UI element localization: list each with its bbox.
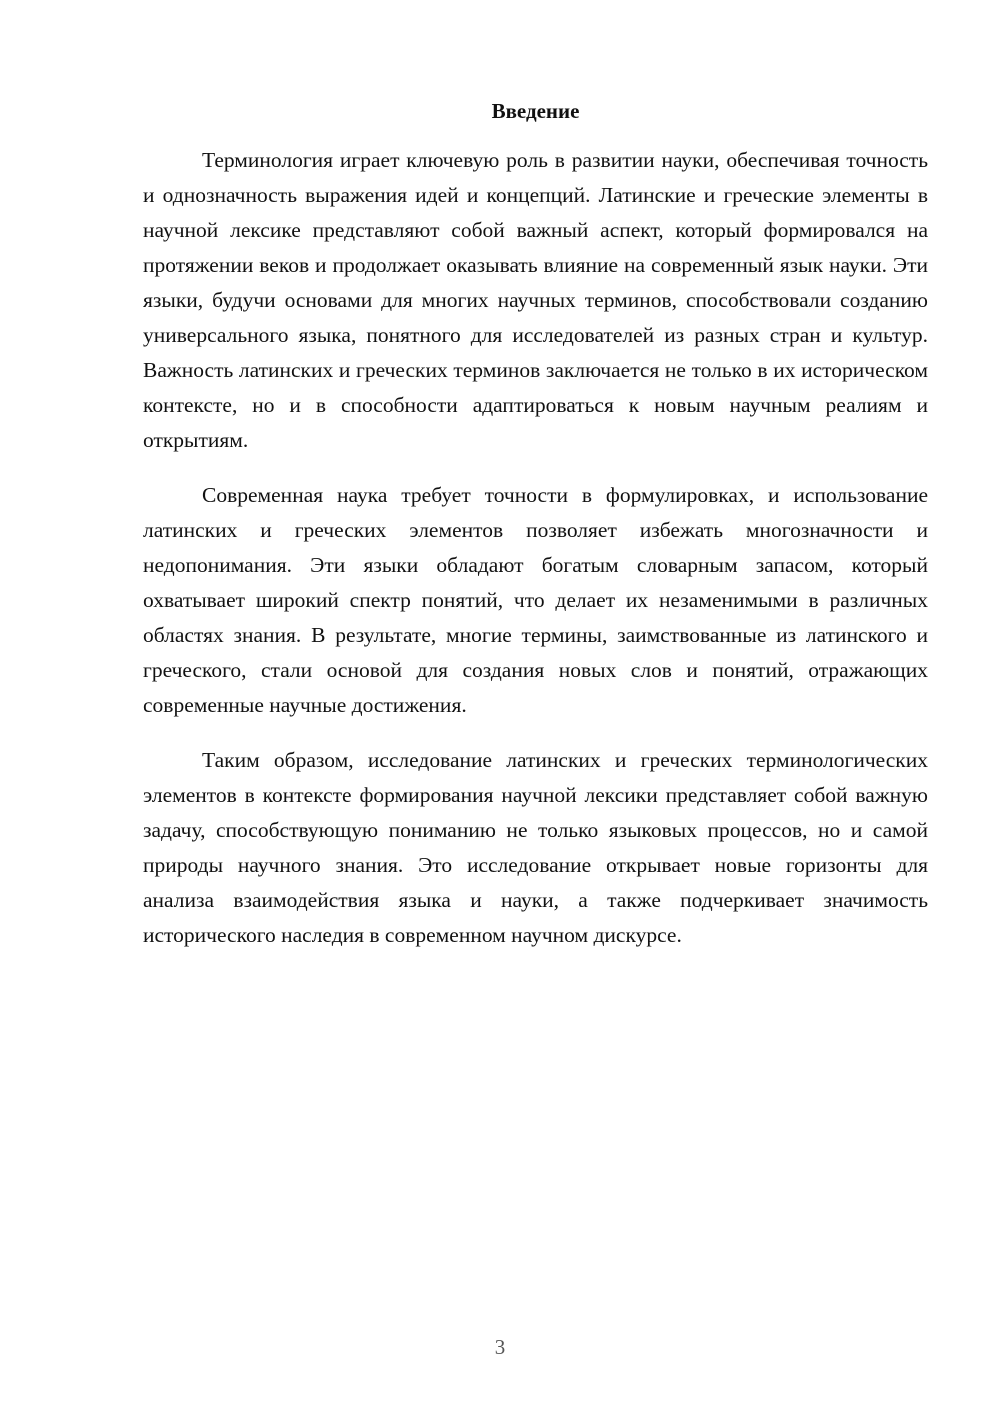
body-text	[143, 143, 928, 973]
paragraph-2: Современная наука требует точности в формулировках, и использование латинских и греческих элементов позволяет избежать многозначности и недопонимания. Эти языки обладают богатым словарным запасом, который охватывает широкий спектр понятий, что делает их незаменимыми в различных областях знания. В результате, многие термины, заимствованные из латинского и греческого, стали основой для создания новых слов и понятий, отражающих современные научные достижения.	[143, 483, 928, 717]
section-title: Введение	[491, 99, 580, 123]
paragraph-1: Терминология играет ключевую роль в развитии науки, обеспечивая точность и однозначность выражения идей и концепций. Латинские и греческие элементы в научной лексике представляют собой важный аспект, который формировался на протяжении веков и продолжает оказывать влияние на современный язык науки. Эти языки, будучи основами для многих научных терминов, способствовали созданию универсального языка, понятного для исследователей из разных стран и культур. Важность латинских и греческих терминов заключается не только в их историческом контексте, но и в способности адаптироваться к новым научным реалиям и открытиям.	[143, 148, 928, 452]
page-number: 3	[494, 1335, 506, 1359]
paragraph-3: Таким образом, исследование латинских и греческих терминологических элементов в контексте формирования научной лексики представляет собой важную задачу, способствующую пониманию не только языковых процессов, но и самой природы научного знания. Это исследование открывает новые горизонты для анализа взаимодействия языка и науки, а также подчеркивает значимость исторического наследия в современном научном дискурсе.	[143, 748, 928, 947]
